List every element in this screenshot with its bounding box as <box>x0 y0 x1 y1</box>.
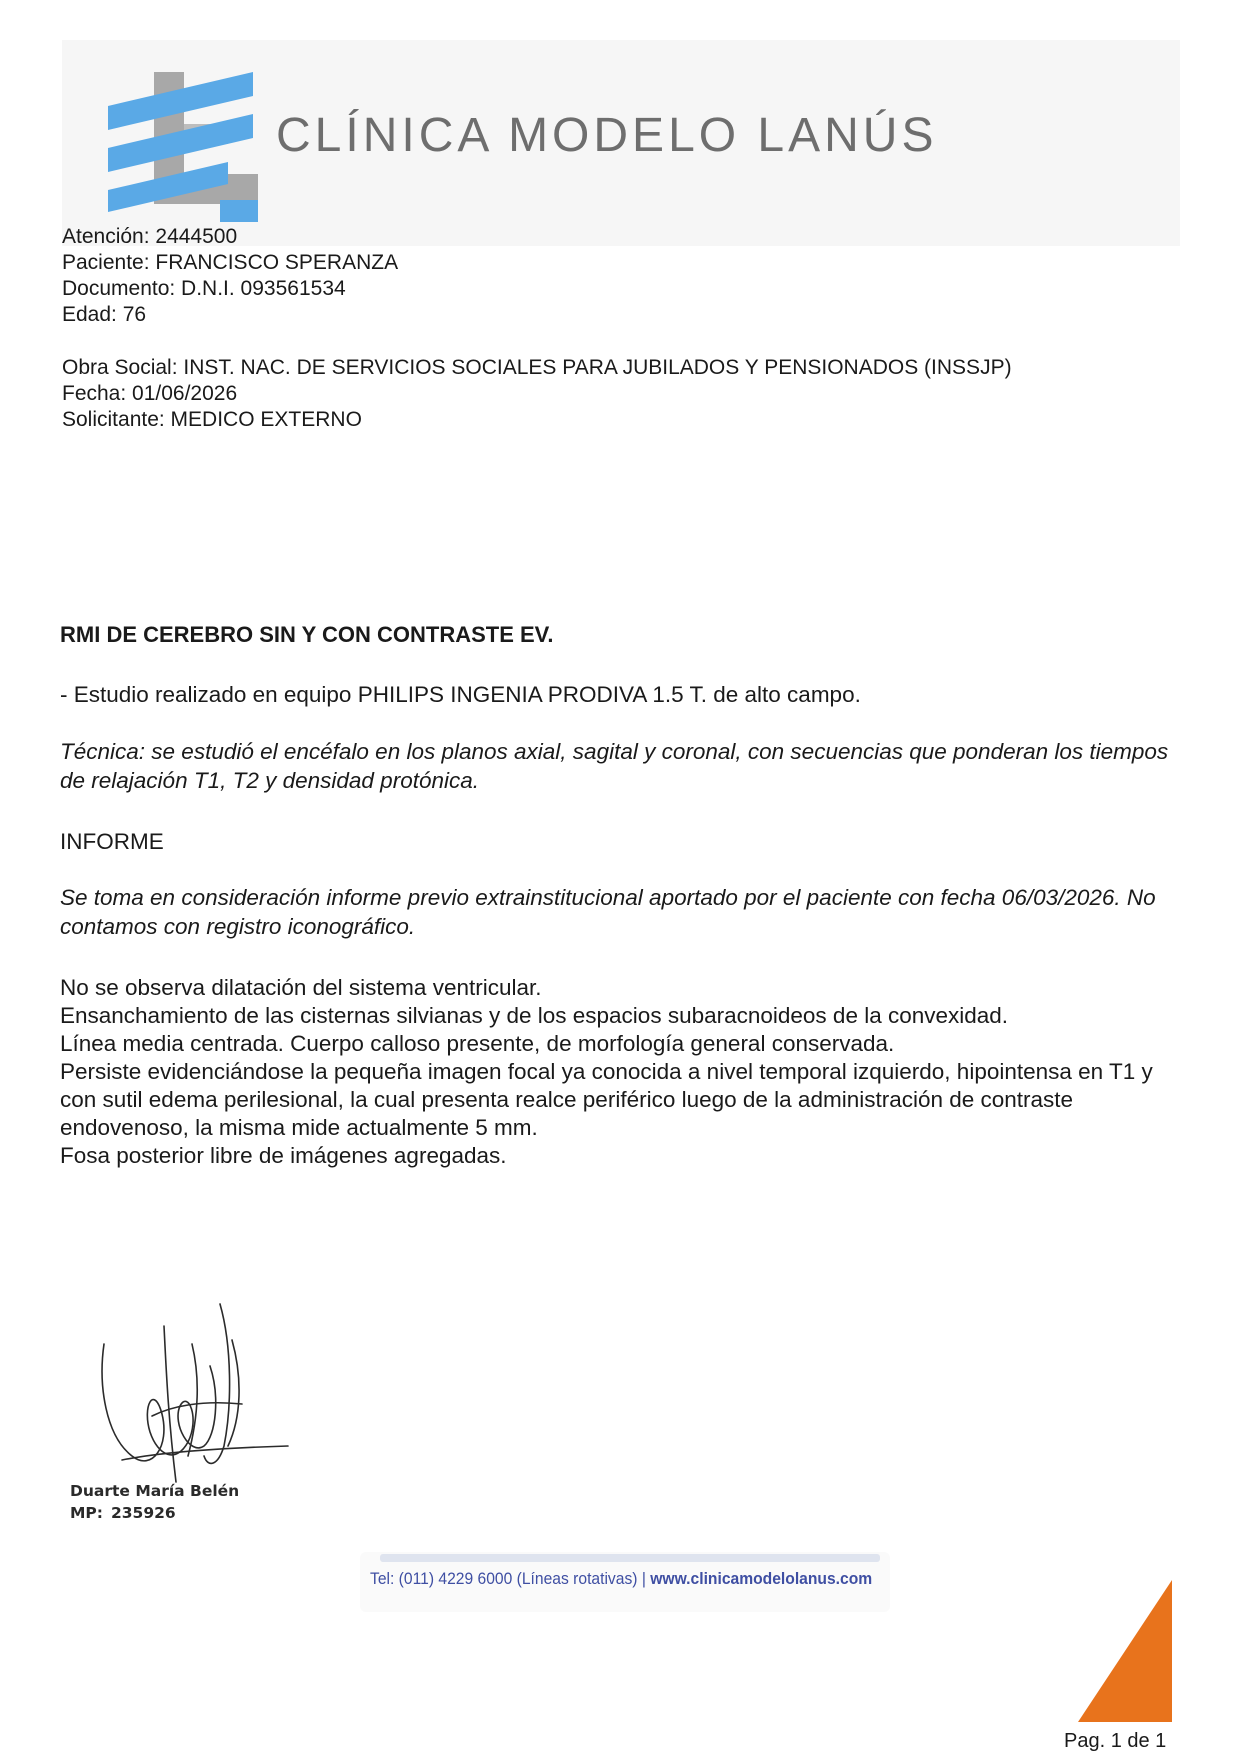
signer-name: Duarte María Belén <box>70 1482 240 1500</box>
requester: Solicitante: MEDICO EXTERNO <box>62 408 362 431</box>
request-info <box>62 355 1012 433</box>
health-insurance: Obra Social: INST. NAC. DE SERVICIOS SOCIALES PARA JUBILADOS Y PENSIONADOS (INSSJP) <box>62 356 1012 379</box>
finding-item: Ensanchamiento de las cisternas silvianas y de los espacios subaracnoideos de la convexidad. <box>60 1003 1009 1028</box>
findings <box>60 974 1170 1170</box>
attention-number: Atención: 2444500 <box>62 225 238 248</box>
patient-document: Documento: D.N.I. 093561534 <box>62 277 346 300</box>
footer-contact <box>370 1569 873 1589</box>
footer-separator: | <box>641 1569 646 1588</box>
equipment-line: - Estudio realizado en equipo PHILIPS INGENIA PRODIVA 1.5 T. de alto campo. <box>60 682 861 707</box>
study-title: RMI DE CEREBRO SIN Y CON CONTRASTE EV. <box>60 622 554 647</box>
patient-name: Paciente: FRANCISCO SPERANZA <box>62 251 399 274</box>
finding-item: Fosa posterior libre de imágenes agregadas. <box>60 1143 507 1168</box>
signer-license <box>70 1504 176 1522</box>
clinic-logo-icon <box>108 66 258 224</box>
clinic-name: CLÍNICA MODELO LANÚS <box>276 109 938 162</box>
finding-item: Línea media centrada. Cuerpo calloso presente, de morfología general conservada. <box>60 1031 895 1056</box>
page-number: Pag. 1 de 1 <box>1064 1730 1167 1752</box>
study-date: Fecha: 01/06/2026 <box>62 382 238 405</box>
signature-block <box>62 1296 296 1526</box>
license-label: MP: <box>70 1504 103 1522</box>
handwritten-signature-icon <box>92 1296 292 1486</box>
corner-accent-triangle <box>1078 1580 1172 1722</box>
finding-item: No se observa dilatación del sistema ventricular. <box>60 975 542 1000</box>
previous-report-note: Se toma en consideración informe previo extrainstitucional aportado por el paciente con fecha 06/03/2026. No contamos con registro iconográfico. <box>60 885 1156 939</box>
license-number: 235926 <box>110 1504 176 1522</box>
footer-phone: Tel: (011) 4229 6000 (Líneas rotativas) <box>370 1569 638 1588</box>
footer-address-faded <box>380 1554 880 1562</box>
technique-paragraph: Técnica: se estudió el encéfalo en los planos axial, sagital y coronal, con secuencias que ponderan los tiempos de relajación T1, T2 y densidad protónica. <box>60 739 1169 793</box>
patient-age: Edad: 76 <box>62 303 147 326</box>
finding-item: Persiste evidenciándose la pequeña imagen focal ya conocida a nivel temporal izquierdo, hipointensa en T1 y con sutil edema perilesional, la cual presenta realce periférico luego de la administración de contraste endovenoso, la misma mide actualmente 5 mm. <box>60 1059 1153 1140</box>
patient-info <box>62 224 398 328</box>
footer-website-link[interactable]: www.clinicamodelolanus.com <box>650 1569 873 1588</box>
report-section-heading: INFORME <box>60 829 164 854</box>
